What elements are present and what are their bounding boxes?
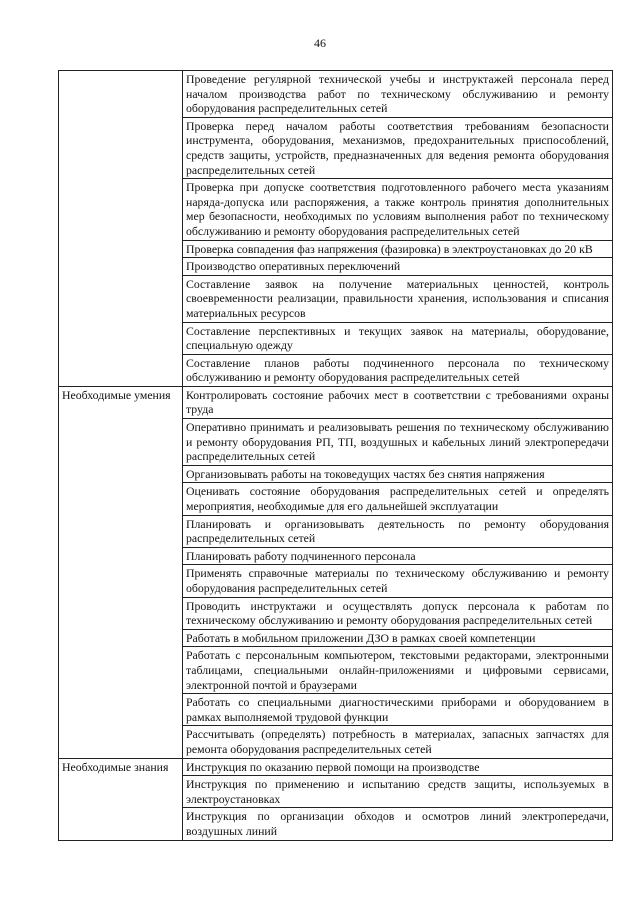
table-cell: Проверка при допуске соответствия подготовленного рабочего места указаниям наряда-допуска или распоряжения, а также контроль принятия дополнительных мер безопасности, необходимых по условиям выполнения работ по техническому обслуживанию и ремонту оборудования распределительных сетей — [183, 179, 613, 240]
table-cell: Производство оперативных переключений — [183, 258, 613, 276]
table-cell: Рассчитывать (определять) потребность в материалах, запасных запчастях для ремонта оборудования распределительных сетей — [183, 726, 613, 758]
section-label — [59, 71, 183, 387]
table-cell: Работать со специальными диагностическими приборами и оборудованием в рамках выполняемой трудовой функции — [183, 694, 613, 726]
table-cell: Инструкция по применению и испытанию средств защиты, используемых в электроустановках — [183, 776, 613, 808]
table-cell: Применять справочные материалы по техническому обслуживанию и ремонту оборудования распределительных сетей — [183, 565, 613, 597]
table-cell: Инструкция по оказанию первой помощи на производстве — [183, 758, 613, 776]
table-cell: Проверка перед началом работы соответствия требованиям безопасности инструмента, оборудования, механизмов, предохранительных приспособлений, средств защиты, устройств, предназначенных для ведения ремонта оборудования распределительных сетей — [183, 117, 613, 178]
table-cell: Работать в мобильном приложении ДЗО в рамках своей компетенции — [183, 629, 613, 647]
table-row — [59, 71, 613, 118]
table-row — [59, 758, 613, 776]
table-cell: Планировать и организовывать деятельность по ремонту оборудования распределительных сетей — [183, 515, 613, 547]
page-number: 46 — [314, 36, 326, 50]
table-cell: Составление планов работы подчиненного персонала по техническому обслуживанию и ремонту оборудования распределительных сетей — [183, 354, 613, 386]
table-cell: Работать с персональным компьютером, текстовыми редакторами, электронными таблицами, специальными онлайн-приложениями и цифровыми сервисами, электронной почтой и браузерами — [183, 647, 613, 694]
table-cell: Проводить инструктажи и осуществлять допуск персонала к работам по техническому обслуживанию и ремонту оборудования распределительных сетей — [183, 597, 613, 629]
table-cell: Составление перспективных и текущих заявок на материалы, оборудование, специальную одежду — [183, 322, 613, 354]
table-cell: Организовывать работы на токоведущих частях без снятия напряжения — [183, 465, 613, 483]
table-cell: Проведение регулярной технической учебы и инструктажей персонала перед началом производства работ по техническому обслуживанию и ремонту оборудования распределительных сетей — [183, 71, 613, 118]
section-label-skills: Необходимые умения — [59, 386, 183, 758]
table-cell: Оперативно принимать и реализовывать решения по техническому обслуживанию и ремонту оборудования РП, ТП, воздушных и кабельных линий электропередачи распределительных сетей — [183, 419, 613, 466]
table-cell: Проверка совпадения фаз напряжения (фазировка) в электроустановках до 20 кВ — [183, 240, 613, 258]
table-cell: Контролировать состояние рабочих мест в соответствии с требованиями охраны труда — [183, 386, 613, 418]
table-cell: Планировать работу подчиненного персонала — [183, 547, 613, 565]
labor-function-table — [58, 70, 613, 841]
table-cell: Составление заявок на получение материальных ценностей, контроль своевременности реализации, правильности хранения, использования и списания материальных ресурсов — [183, 275, 613, 322]
table-cell: Инструкция по организации обходов и осмотров линий электропередачи, воздушных линий — [183, 808, 613, 840]
table-row — [59, 386, 613, 418]
table-cell: Оценивать состояние оборудования распределительных сетей и определять мероприятия, необходимые для его дальнейшей эксплуатации — [183, 483, 613, 515]
section-label-knowledge: Необходимые знания — [59, 758, 183, 840]
